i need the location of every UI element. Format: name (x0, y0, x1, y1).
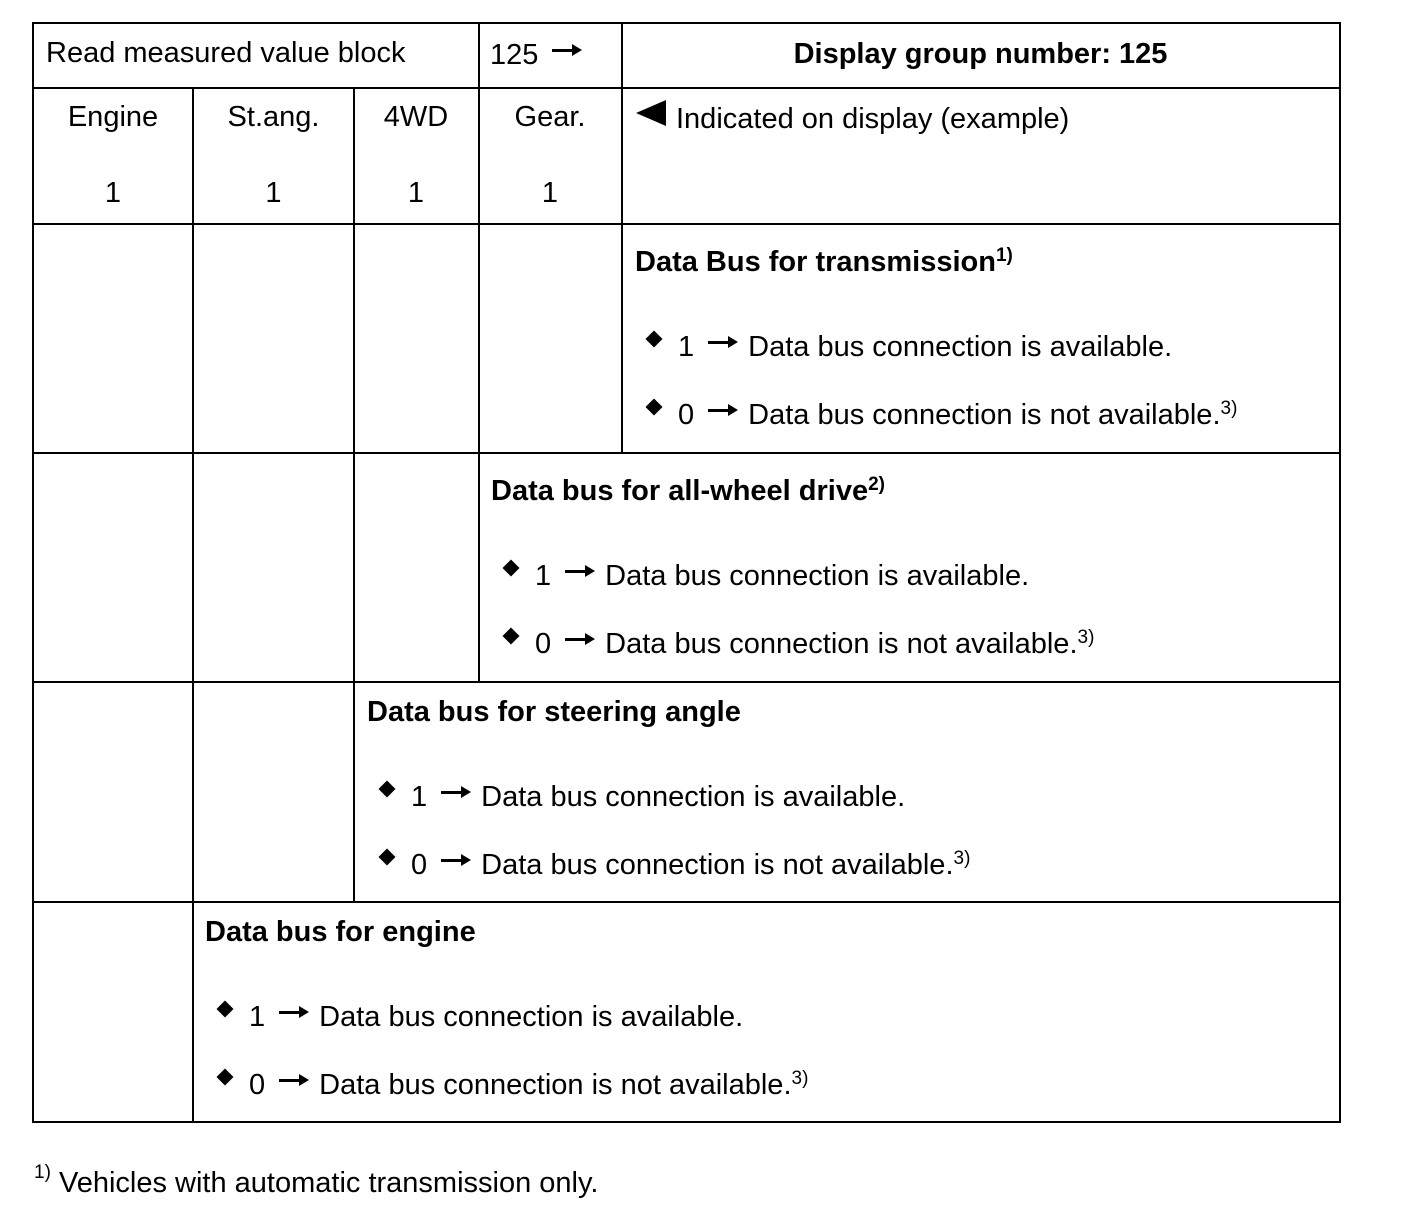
list-item: 1 Data bus connection is available. (375, 780, 905, 814)
row-divider (34, 452, 1339, 454)
list-item: 1 Data bus connection is available. (213, 1000, 743, 1034)
column-value-gear: 1 (541, 177, 559, 209)
column-label-engine: Engine (67, 101, 159, 133)
triangle-left-icon (636, 100, 666, 126)
section-title-steering-angle: Data bus for steering angle (367, 696, 741, 728)
arrow-right-icon (441, 849, 473, 873)
diamond-bullet-icon (379, 849, 396, 866)
diamond-bullet-icon (217, 1001, 234, 1018)
list-item: 0 Data bus connection is not available. $^{3)}$ (499, 627, 1094, 661)
column-label-4wd: 4WD (383, 101, 449, 133)
diamond-bullet-icon (503, 560, 520, 577)
diamond-bullet-icon (217, 1069, 234, 1086)
diamond-bullet-icon (646, 331, 663, 348)
row-divider (34, 681, 1339, 683)
arrow-right-icon (565, 628, 597, 652)
col-divider (192, 87, 194, 1121)
row-divider (34, 901, 1339, 903)
display-note: Indicated on display (example) (636, 102, 1069, 136)
list-item: 1 Data bus connection is available. (499, 559, 1029, 593)
arrow-right-icon (552, 39, 584, 63)
display-group-title: Display group number: 125 (793, 38, 1168, 70)
arrow-right-icon (441, 781, 473, 805)
arrow-right-icon (279, 1001, 311, 1025)
section-title-all-wheel-drive: Data bus for all-wheel drive$^{2)}$ (491, 474, 886, 507)
diamond-bullet-icon (646, 399, 663, 416)
list-item: 0 Data bus connection is not available. $^{3)}$ (642, 398, 1237, 432)
column-value-engine: 1 (104, 177, 122, 209)
block-label: Read measured value block (46, 37, 406, 69)
list-item: 0 Data bus connection is not available. $^{3)}$ (375, 848, 970, 882)
arrow-right-icon (565, 560, 597, 584)
section-title-engine: Data bus for engine (205, 916, 476, 948)
footnote: $^{1)}$ Vehicles with automatic transmission only. (34, 1162, 599, 1199)
column-value-steering-angle: 1 (265, 177, 282, 209)
column-value-4wd: 1 (407, 177, 425, 209)
diamond-bullet-icon (379, 781, 396, 798)
arrow-right-icon (708, 331, 740, 355)
row-divider (34, 87, 1339, 89)
list-item: 1 Data bus connection is available. (642, 330, 1172, 364)
diamond-bullet-icon (503, 628, 520, 645)
block-number-cell (490, 38, 592, 72)
row-divider (34, 223, 1339, 225)
column-label-steering-angle: St.ang. (227, 101, 320, 133)
section-title-transmission: Data Bus for transmission$^{1)}$ (635, 245, 1013, 278)
column-label-gear: Gear. (514, 101, 586, 133)
col-divider (478, 24, 480, 88)
list-item: 0 Data bus connection is not available. $^{3)}$ (213, 1068, 808, 1102)
block-number: 125 (490, 39, 539, 71)
arrow-right-icon (708, 399, 740, 423)
arrow-right-icon (279, 1069, 311, 1093)
col-divider (621, 24, 623, 453)
